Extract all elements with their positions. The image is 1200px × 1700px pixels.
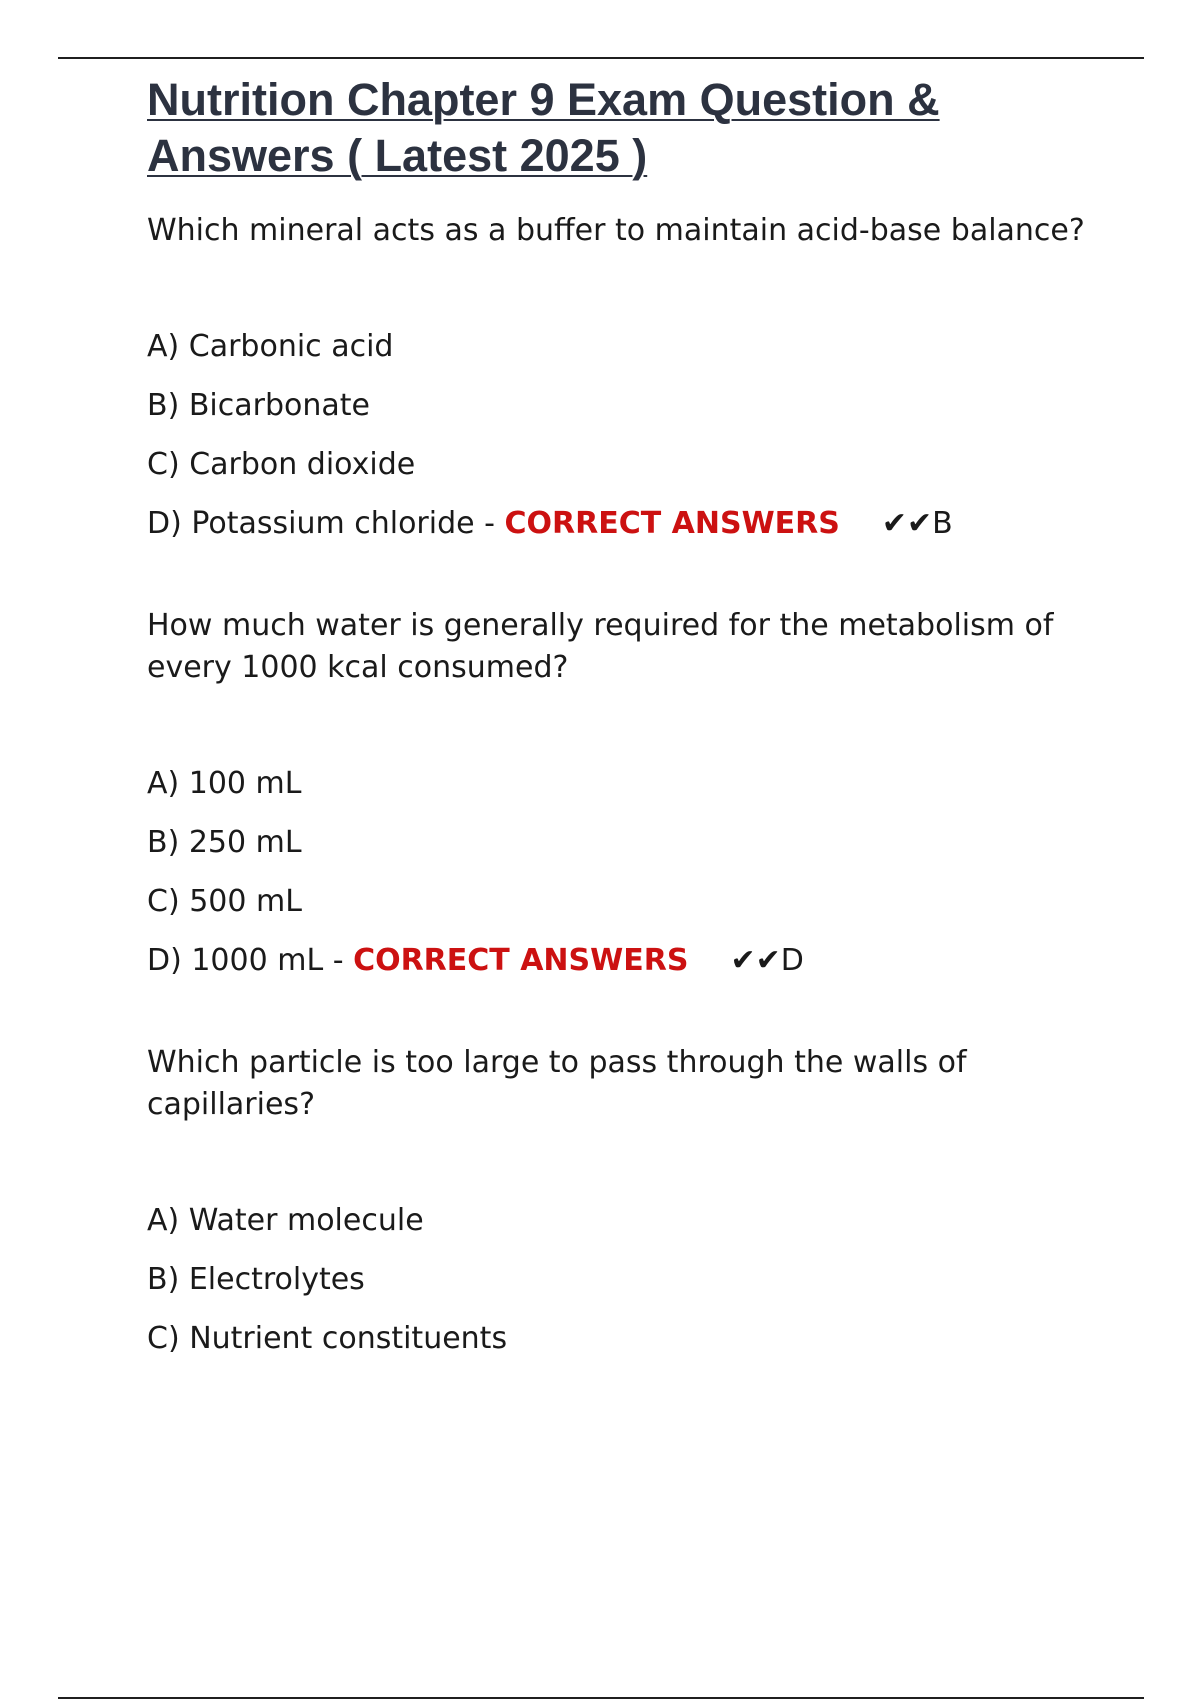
- option-b: B) Bicarbonate: [147, 388, 370, 423]
- question-block: [147, 210, 1107, 545]
- option-a: A) Water molecule: [147, 1203, 424, 1238]
- question-text: Which particle is too large to pass through the walls of capillaries?: [147, 1045, 967, 1122]
- option-d: D) Potassium chloride -: [147, 506, 505, 541]
- answer-key: ✔✔D: [730, 943, 804, 978]
- answer-options: [147, 1200, 1107, 1360]
- document-page: [147, 72, 1107, 1377]
- question-text: Which mineral acts as a buffer to maintain acid-base balance?: [147, 213, 1085, 248]
- answer-options: [147, 326, 1107, 545]
- question-block: [147, 605, 1107, 982]
- answer-key: ✔✔B: [881, 506, 953, 541]
- document-title: [147, 72, 1107, 184]
- top-divider: [58, 57, 1144, 59]
- bottom-divider: [58, 1697, 1144, 1699]
- option-b: B) 250 mL: [147, 825, 302, 860]
- correct-answers-label: CORRECT ANSWERS: [504, 506, 840, 541]
- option-d-with-answer: [147, 503, 1107, 545]
- correct-answers-label: CORRECT ANSWERS: [353, 943, 689, 978]
- option-a: A) 100 mL: [147, 766, 302, 801]
- option-c: C) Carbon dioxide: [147, 447, 416, 482]
- option-d-with-answer: [147, 940, 1107, 982]
- title-line-2: Answers ( Latest 2025 ): [147, 130, 648, 181]
- option-c: C) Nutrient constituents: [147, 1321, 508, 1356]
- option-b: B) Electrolytes: [147, 1262, 365, 1297]
- question-text: How much water is generally required for the metabolism of every 1000 kcal consumed?: [147, 608, 1054, 685]
- title-line-1: Nutrition Chapter 9 Exam Question &: [147, 74, 940, 125]
- option-d: D) 1000 mL -: [147, 943, 354, 978]
- option-a: A) Carbonic acid: [147, 329, 394, 364]
- question-block: [147, 1042, 1107, 1360]
- answer-options: [147, 763, 1107, 982]
- option-c: C) 500 mL: [147, 884, 302, 919]
